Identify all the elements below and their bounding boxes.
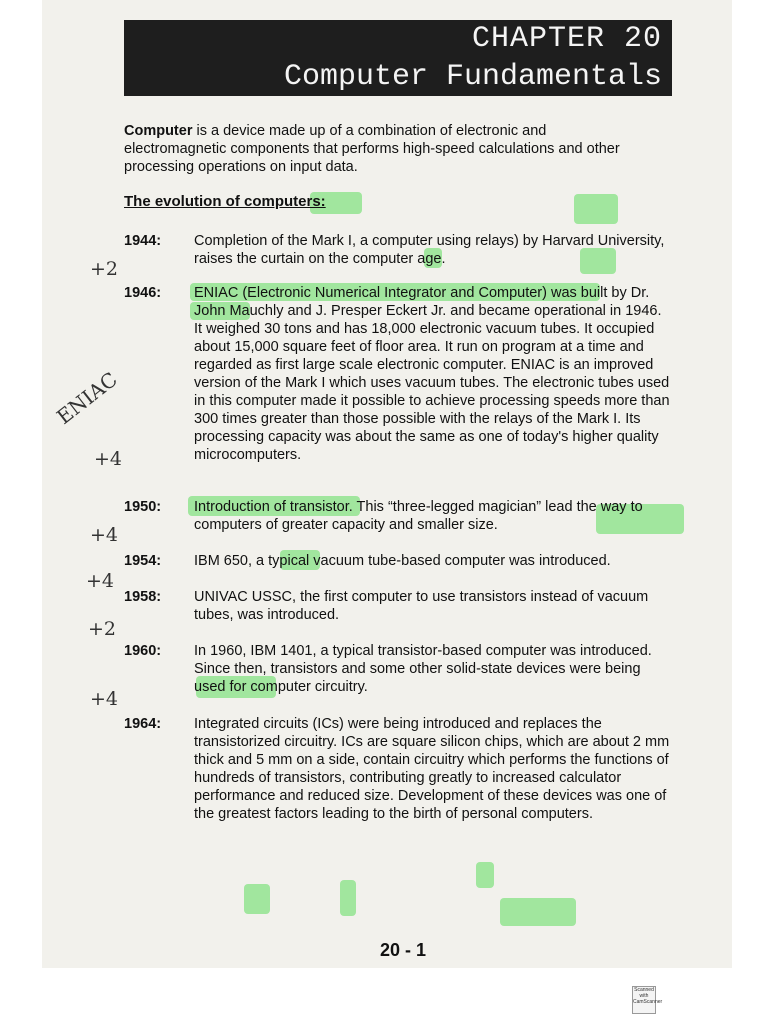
- handwritten-note: +4: [86, 570, 115, 592]
- handwritten-note: ENIAC: [52, 367, 122, 429]
- entry-year: 1950:: [124, 499, 162, 515]
- highlight-mark: [244, 884, 270, 914]
- intro-text: is a device made up of a combination of electronic and electromagnetic components that performs high-speed calculations and other processing operations on input data.: [124, 123, 620, 175]
- chapter-title: Computer Fundamentals: [283, 60, 662, 94]
- highlight-mark: [574, 194, 618, 224]
- chapter-header: [124, 20, 672, 96]
- entry-text: Integrated circuits (ICs) were being introduced and replaces the transistorized circuitry. ICs are square silicon chips, which are about 2 mm thick and 5 mm on a side, contain circuitry which performs the functions of hundreds of transistors, contributing greatly to increased calculator performance and reduced size. Development of these devices was one of the greatest factors leading to the birth of personal computers.: [194, 716, 670, 822]
- entry-year: 1954:: [124, 553, 162, 569]
- entry-year: 1946:: [124, 285, 162, 301]
- handwritten-note: +2: [90, 258, 119, 280]
- entry-year: 1960:: [124, 643, 162, 659]
- handwritten-note: +4: [94, 448, 123, 470]
- entry-text: In 1960, IBM 1401, a typical transistor-based computer was introduced. Since then, transistors and some other solid-state devices were being used for computer circuitry.: [194, 643, 652, 695]
- highlight-mark: [476, 862, 494, 888]
- intro-paragraph: [124, 122, 644, 176]
- intro-term: Computer: [124, 123, 193, 139]
- handwritten-note: +2: [88, 618, 117, 640]
- section-title: The evolution of computers:: [124, 193, 326, 210]
- entry-text: Introduction of transistor. This “three-legged magician” lead the way to computers of greater capacity and smaller size.: [194, 499, 643, 533]
- highlight-mark: [340, 880, 356, 916]
- entry-text: ENIAC (Electronic Numerical Integrator and Computer) was built by Dr. John Mauchly and J. Presper Eckert Jr. and became operational in 1946. It weighed 30 tons and has 18,000 electronic vacuum tubes. It occupied about 15,000 square feet of floor area. It run on program at a time and regarded as first large scale electronic computer. ENIAC is an improved version of the Mark I which uses vacuum tubes. The electronic tubes used in this computer made it possible to achieve processing speeds more than 300 times greater than those possible with the relays of the Mark I. Its processing capacity was about the same as one of today's higher quality microcomputers.: [194, 285, 670, 463]
- entry-text: UNIVAC USSC, the first computer to use transistors instead of vacuum tubes, was introduced.: [194, 589, 649, 623]
- scanner-badge: Scanned with CamScanner: [632, 986, 656, 1014]
- handwritten-note: +4: [90, 688, 119, 710]
- entry-year: 1958:: [124, 589, 162, 605]
- chapter-number: CHAPTER 20: [471, 22, 662, 56]
- entry-text: IBM 650, a typical vacuum tube-based computer was introduced.: [194, 553, 611, 569]
- entry-text: Completion of the Mark I, a computer using relays) by Harvard University, raises the curtain on the computer age.: [194, 233, 665, 267]
- entry-year: 1944:: [124, 233, 162, 249]
- handwritten-note: +4: [90, 524, 119, 546]
- highlight-mark: [500, 898, 576, 926]
- page-number: 20 - 1: [380, 940, 427, 960]
- entry-year: 1964:: [124, 716, 162, 732]
